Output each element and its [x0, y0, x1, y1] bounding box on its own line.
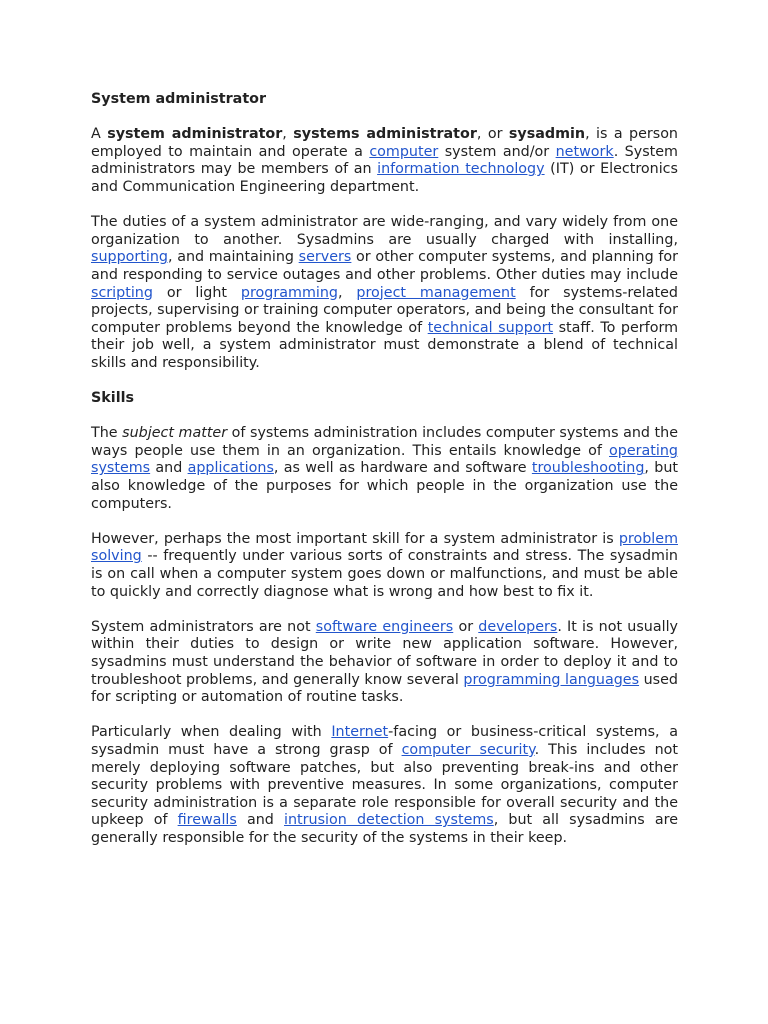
link-supporting[interactable]: supporting [91, 249, 168, 266]
link-network[interactable]: network [555, 143, 614, 160]
paragraph-intro: A system administrator, systems administrator, or sysadmin, is a person employed to maintain and operate a computer system and/or network. System administrators may be members of an information technology (IT) or Electronics and Communication Engineering department. [91, 126, 678, 195]
paragraph-problem-solving: However, perhaps the most important skill for a system administrator is problem solving -- frequently under various sorts of constraints and stress. The sysadmin is on call when a computer system goes down or malfunctions, and must be able to quickly and correctly diagnose what is wrong and how best to fix it. [91, 530, 678, 600]
link-software-engineers[interactable]: software engineers [315, 618, 454, 635]
heading-skills: Skills [91, 390, 135, 407]
bold-term: system administrator [107, 126, 283, 143]
link-information-technology[interactable]: information technology [377, 161, 545, 178]
link-scripting[interactable]: scripting [91, 284, 153, 301]
link-firewalls[interactable]: firewalls [177, 812, 237, 829]
document-page [91, 91, 678, 865]
link-internet[interactable]: Internet [331, 724, 389, 741]
paragraph-security: Particularly when dealing with Internet-facing or business-critical systems, a sysadmin must have a strong grasp of computer security. This includes not merely deploying software patches, but also preventing break-ins and other security problems with preventive measures. In some organizations, computer security administration is a separate role responsible for overall security and the upkeep of firewalls and intrusion detection systems, but all sysadmins are generally responsible for the security of the systems in their keep. [91, 724, 678, 846]
link-project-management[interactable]: project management [356, 284, 516, 301]
link-programming-languages[interactable]: programming languages [463, 671, 640, 688]
link-applications[interactable]: applications [187, 460, 274, 477]
link-computer-security[interactable]: computer security [401, 741, 535, 758]
link-computer[interactable]: computer [369, 143, 439, 160]
bold-term: systems administrator [293, 126, 477, 143]
link-servers[interactable]: servers [298, 249, 352, 266]
link-troubleshooting[interactable]: troubleshooting [531, 460, 645, 477]
link-technical-support[interactable]: technical support [427, 319, 554, 336]
link-programming[interactable]: programming [240, 284, 338, 301]
paragraph-duties: The duties of a system administrator are wide-ranging, and vary widely from one organization to another. Sysadmins are usually charged with installing, supporting, and maintaining servers or other computer systems, and planning for and responding to service outages and other problems. Other duties may include scripting or light programming, project management for systems-related projects, supervising or training computer operators, and being the consultant for computer problems beyond the knowledge of technical support staff. To perform their job well, a system administrator must demonstrate a blend of technical skills and responsibility. [91, 214, 678, 371]
bold-term: sysadmin [508, 126, 586, 143]
link-operating-systems[interactable]: operating systems [91, 442, 678, 477]
paragraph-subject-matter: The subject matter of systems administration includes computer systems and the ways people use them in an organization. This entails knowledge of operating systems and applications, as well as hardware and software troubleshooting, but also knowledge of the purposes for which people in the organization use the computers. [91, 425, 678, 512]
link-intrusion-detection-systems[interactable]: intrusion detection systems [284, 812, 494, 829]
link-problem-solving[interactable]: problem solving [91, 530, 678, 565]
link-developers[interactable]: developers [478, 618, 558, 635]
heading-system-administrator: System administrator [91, 91, 267, 107]
paragraph-not-engineers: System administrators are not software engineers or developers. It is not usually within their duties to design or write new application software. However, sysadmins must understand the behavior of software in order to deploy it and to troubleshoot problems, and generally know several programming languages used for scripting or automation of routine tasks. [91, 618, 679, 706]
italic-term: subject matter [122, 425, 228, 442]
